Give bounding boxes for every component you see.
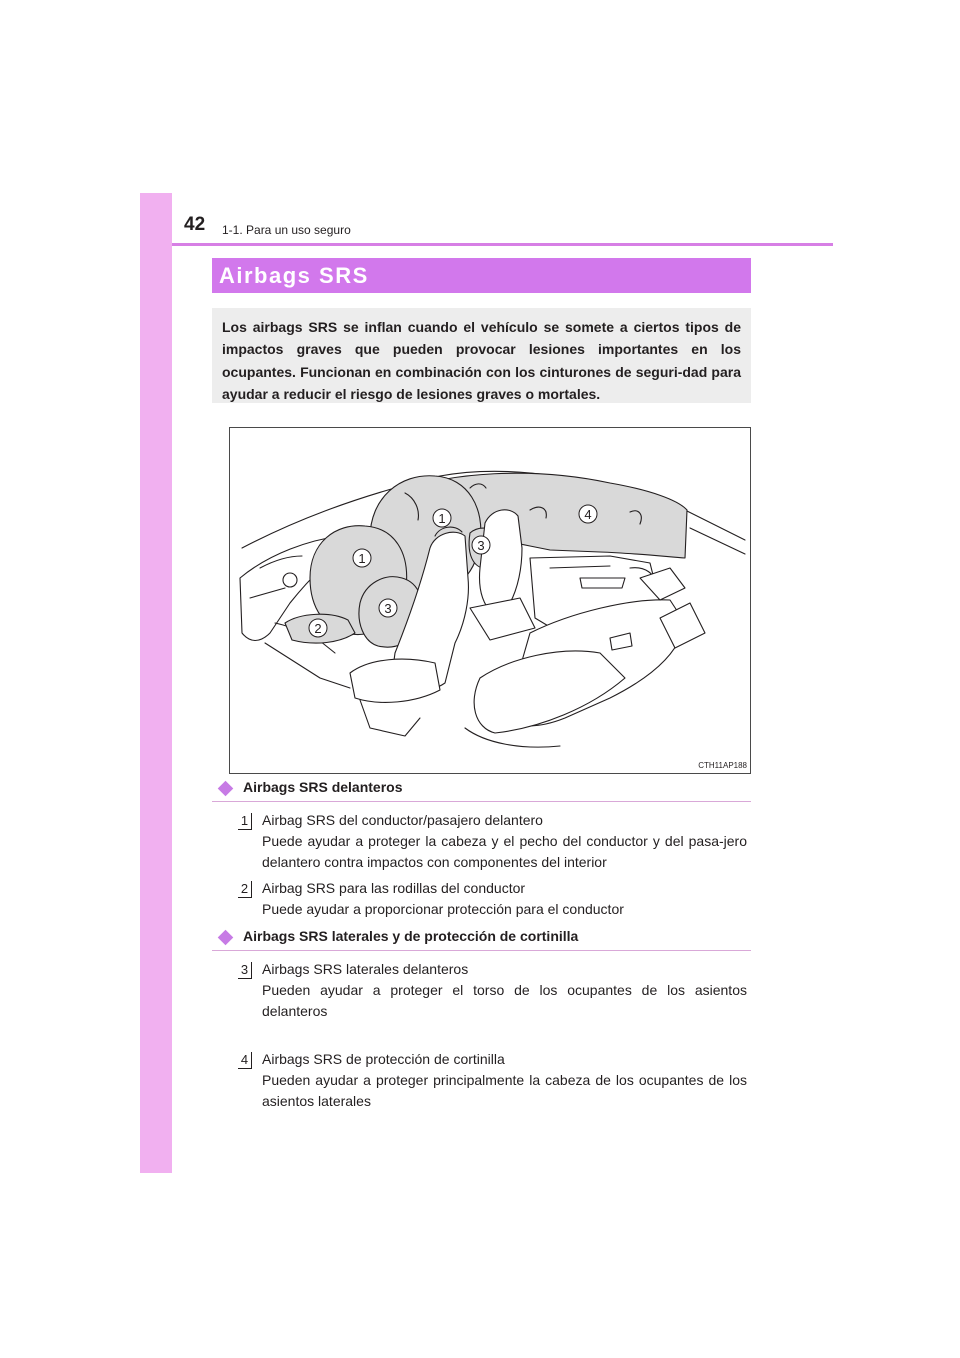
section-heading [212, 929, 751, 951]
side-tab-strip [140, 193, 172, 1173]
section-heading-text: Airbags SRS laterales y de protección de cortinilla [243, 928, 579, 944]
page-number: 42 [184, 214, 206, 235]
callout-1-passenger: 1 [438, 511, 446, 526]
item-number: 2 [238, 881, 252, 898]
item-title: Airbags SRS de protección de cortinilla [262, 1051, 505, 1067]
figure-code: CTH11AP188 [698, 761, 747, 770]
page-title: Airbags SRS [219, 263, 369, 288]
callout-3-passenger-side: 3 [477, 538, 485, 553]
section-heading [212, 780, 751, 802]
item-body: Pueden ayudar a proteger el torso de los ocupantes de los asientos delanteros [262, 982, 747, 1019]
callout-4-curtain: 4 [584, 507, 592, 522]
section-label: 1-1. Para un uso seguro [222, 223, 351, 237]
callout-1-driver: 1 [358, 551, 366, 566]
diamond-bullet-icon [218, 781, 234, 797]
section-heading-text: Airbags SRS delanteros [243, 779, 403, 795]
item-number: 3 [238, 962, 252, 979]
airbag-illustration [229, 427, 751, 774]
item-title: Airbags SRS laterales delanteros [262, 961, 469, 977]
item-number: 4 [238, 1052, 252, 1069]
callout-2-knee: 2 [314, 621, 322, 636]
title-bar [212, 258, 751, 293]
diamond-bullet-icon [218, 930, 234, 946]
callout-labels [230, 428, 752, 775]
item-title: Airbag SRS del conductor/pasajero delantero [262, 812, 543, 828]
item-body: Puede ayudar a proporcionar protección para el conductor [262, 901, 624, 917]
header-rule [172, 243, 833, 246]
list-item [242, 810, 747, 873]
list-item [242, 959, 747, 1022]
list-item [242, 878, 747, 920]
item-number: 1 [238, 813, 252, 830]
list-item [242, 1049, 747, 1112]
item-body: Puede ayudar a proteger la cabeza y el pecho del conductor y del pasa-jero delantero contra impactos con componentes del interior [262, 833, 747, 870]
intro-box [212, 308, 751, 403]
intro-text: Los airbags SRS se inflan cuando el vehículo se somete a ciertos tipos de impactos graves que pueden provocar lesiones importantes en los ocupantes. Funcionan en combinación con los cinturones de seguri-dad para ayudar a reducir el riesgo de lesiones graves o mortales. [222, 319, 741, 403]
item-title: Airbag SRS para las rodillas del conductor [262, 880, 526, 896]
item-body: Pueden ayudar a proteger principalmente la cabeza de los ocupantes de los asientos laterales [262, 1072, 747, 1109]
callout-3-driver-side: 3 [384, 601, 392, 616]
